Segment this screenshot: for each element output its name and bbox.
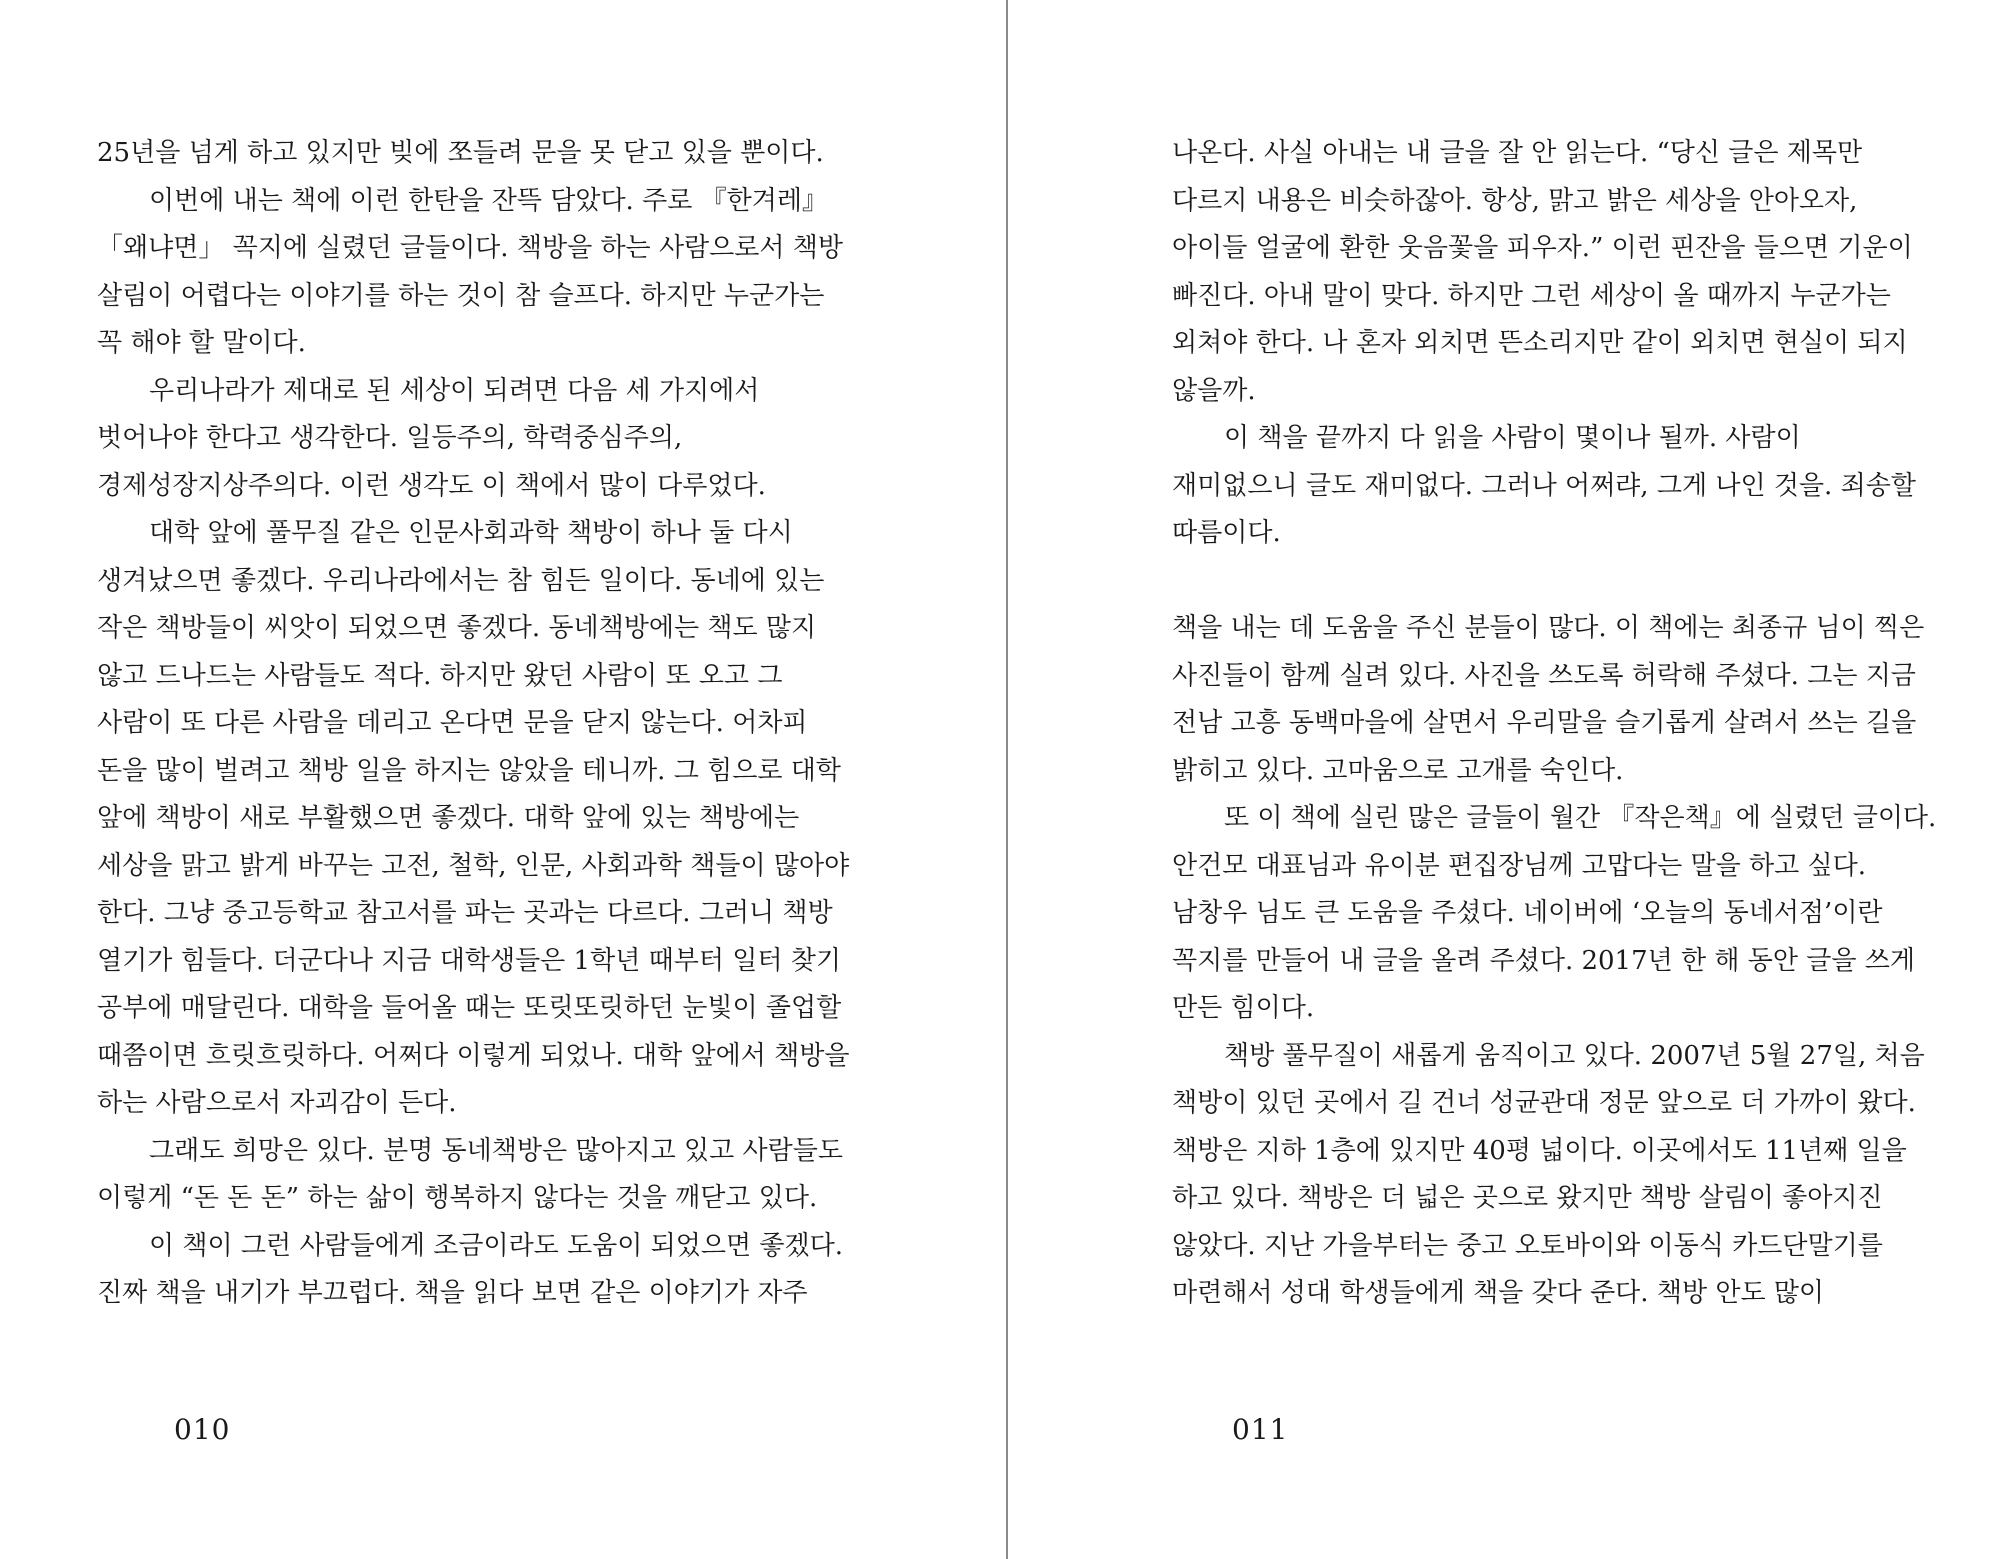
text-line: 책방 풀무질이 새롭게 움직이고 있다. 2007년 5월 27일, 처음 <box>1224 1040 1925 1071</box>
text-line: 돈을 많이 벌려고 책방 일을 하지는 않았을 테니까. 그 힘으로 대학 <box>97 755 841 786</box>
text-line: 이번에 내는 책에 이런 한탄을 잔뜩 담았다. 주로 『한겨레』 <box>149 185 828 216</box>
text-line: 책을 내는 데 도움을 주신 분들이 많다. 이 책에는 최종규 님이 찍은 <box>1172 613 1925 643</box>
text-line: 한다. 그냥 중고등학교 참고서를 파는 곳과는 다르다. 그러니 책방 <box>97 898 833 928</box>
text-line: 만든 힘이다. <box>1172 993 1315 1023</box>
blank-line <box>1172 558 1922 606</box>
text-line: 밝히고 있다. 고마움으로 고개를 숙인다. <box>1172 755 1624 786</box>
text-line: 작은 책방들이 씨앗이 되었으면 좋겠다. 동네책방에는 책도 많지 <box>97 613 817 643</box>
text-line: 책방은 지하 1층에 있지만 40평 넓이다. 이곳에서도 11년째 일을 <box>1172 1135 1907 1166</box>
text-line: 이 책을 끝까지 다 읽을 사람이 몇이나 될까. 사람이 <box>1224 423 1801 453</box>
right-page <box>1008 0 2014 1559</box>
text-line: 사진들이 함께 실려 있다. 사진을 쓰도록 허락해 주셨다. 그는 지금 <box>1172 660 1916 691</box>
text-line: 않고 드나드는 사람들도 적다. 하지만 왔던 사람이 또 오고 그 <box>97 660 783 691</box>
text-line: 이 책이 그런 사람들에게 조금이라도 도움이 되었으면 좋겠다. <box>149 1230 844 1261</box>
text-line: 나온다. 사실 아내는 내 글을 잘 안 읽는다. “당신 글은 제목만 <box>1172 138 1863 168</box>
text-line: 때쯤이면 흐릿흐릿하다. 어쩌다 이렇게 되었나. 대학 앞에서 책방을 <box>97 1040 850 1071</box>
text-line: 우리나라가 제대로 된 세상이 되려면 다음 세 가지에서 <box>149 375 760 406</box>
text-line: 않았다. 지난 가을부터는 중고 오토바이와 이동식 카드단말기를 <box>1172 1230 1883 1261</box>
text-line: 전남 고흥 동백마을에 살면서 우리말을 슬기롭게 살려서 쓰는 길을 <box>1172 708 1917 738</box>
text-line: 앞에 책방이 새로 부활했으면 좋겠다. 대학 앞에 있는 책방에는 <box>97 803 800 833</box>
text-line: 안건모 대표님과 유이분 편집장님께 고맙다는 말을 하고 싶다. <box>1172 850 1867 881</box>
text-line: 열기가 힘들다. 더군다나 지금 대학생들은 1학년 때부터 일터 찾기 <box>97 945 841 976</box>
text-line: 이렇게 “돈 돈 돈” 하는 삶이 행복하지 않다는 것을 깨닫고 있다. <box>97 1183 818 1213</box>
text-line: 세상을 맑고 밝게 바꾸는 고전, 철학, 인문, 사회과학 책들이 많아야 <box>97 850 850 881</box>
text-line: 다르지 내용은 비슷하잖아. 항상, 맑고 밝은 세상을 안아오자, <box>1172 185 1858 216</box>
left-page <box>0 0 1006 1559</box>
text-line: 하는 사람으로서 자괴감이 든다. <box>97 1088 457 1118</box>
text-line: 꼭지를 만들어 내 글을 올려 주셨다. 2017년 한 해 동안 글을 쓰게 <box>1172 945 1916 976</box>
text-line: 「왜냐면」 꼭지에 실렸던 글들이다. 책방을 하는 사람으로서 책방 <box>97 233 844 263</box>
text-line: 그래도 희망은 있다. 분명 동네책방은 많아지고 있고 사람들도 <box>149 1135 844 1166</box>
text-line: 진짜 책을 내기가 부끄럽다. 책을 읽다 보면 같은 이야기가 자주 <box>97 1278 808 1308</box>
text-line: 남창우 님도 큰 도움을 주셨다. 네이버에 ‘오늘의 동네서점’이란 <box>1172 898 1883 928</box>
text-line: 하고 있다. 책방은 더 넓은 곳으로 왔지만 책방 살림이 좋아지진 <box>1172 1183 1883 1213</box>
text-line: 벗어나야 한다고 생각한다. 일등주의, 학력중심주의, <box>97 423 683 453</box>
text-line: 사람이 또 다른 사람을 데리고 온다면 문을 닫지 않는다. 어차피 <box>97 708 808 738</box>
page-number: 010 <box>174 1413 231 1446</box>
text-line: 재미없으니 글도 재미없다. 그러나 어쩌랴, 그게 나인 것을. 죄송할 <box>1172 470 1916 501</box>
text-line: 꼭 해야 할 말이다. <box>97 328 306 358</box>
text-line: 아이들 얼굴에 환한 웃음꽃을 피우자.” 이런 핀잔을 들으면 기운이 <box>1172 233 1913 263</box>
text-line: 생겨났으면 좋겠다. 우리나라에서는 참 힘든 일이다. 동네에 있는 <box>97 565 825 596</box>
text-line: 외쳐야 한다. 나 혼자 외치면 뜬소리지만 같이 외치면 현실이 되지 <box>1172 328 1908 358</box>
text-line: 25년을 넘게 하고 있지만 빚에 쪼들려 문을 못 닫고 있을 뿐이다. <box>97 138 824 168</box>
page-number: 011 <box>1232 1413 1289 1446</box>
left-page-text <box>97 130 850 1318</box>
text-line: 따름이다. <box>1172 518 1281 548</box>
text-line: 살림이 어렵다는 이야기를 하는 것이 참 슬프다. 하지만 누군가는 <box>97 280 825 311</box>
text-line: 빠진다. 아내 말이 맞다. 하지만 그런 세상이 올 때까지 누군가는 <box>1172 280 1891 311</box>
text-line: 공부에 매달린다. 대학을 들어올 때는 또릿또릿하던 눈빛이 졸업할 <box>97 993 842 1023</box>
text-line: 않을까. <box>1172 375 1256 406</box>
text-line: 대학 앞에 풀무질 같은 인문사회과학 책방이 하나 둘 다시 <box>149 518 793 548</box>
right-page-text <box>1172 130 1937 1318</box>
text-line: 책방이 있던 곳에서 길 건너 성균관대 정문 앞으로 더 가까이 왔다. <box>1172 1088 1916 1118</box>
text-line: 경제성장지상주의다. 이런 생각도 이 책에서 많이 다루었다. <box>97 470 766 501</box>
text-line: 또 이 책에 실린 많은 글들이 월간 『작은책』에 실렸던 글이다. <box>1224 803 1937 833</box>
text-line: 마련해서 성대 학생들에게 책을 갖다 준다. 책방 안도 많이 <box>1172 1278 1825 1308</box>
